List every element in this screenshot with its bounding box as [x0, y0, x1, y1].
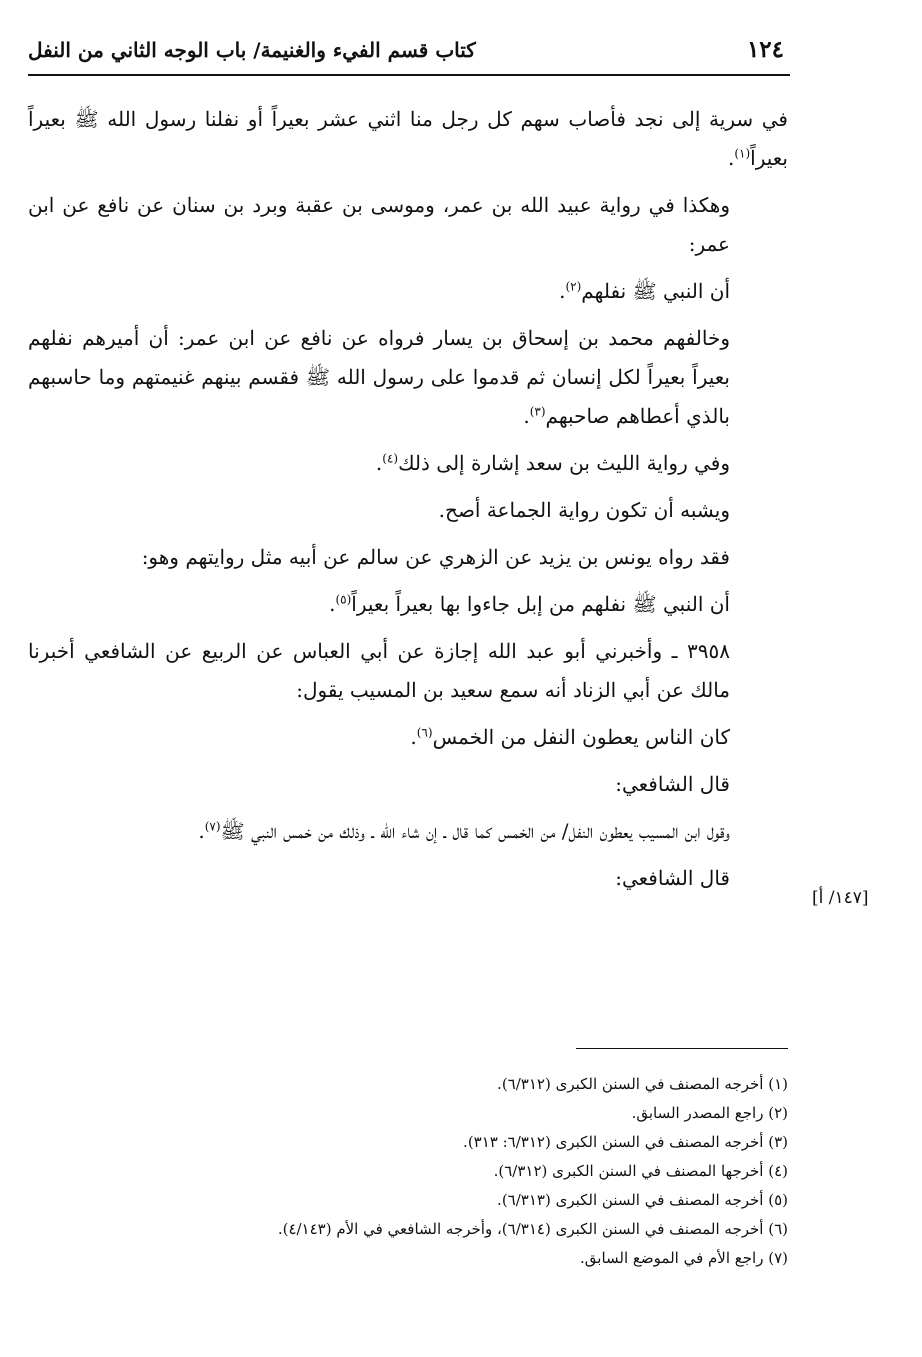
paragraph [28, 491, 788, 530]
paragraph-tail: . [329, 592, 336, 616]
paragraph-text: أن النبي ﷺ نفلهم [581, 279, 730, 303]
paragraph-tail: . [523, 404, 530, 428]
footnote-ref: (٤) [382, 451, 399, 466]
paragraph-text: قال الشافعي: [615, 866, 730, 890]
paragraph [28, 538, 788, 577]
footnote: (٦) أخرجه المصنف في السنن الكبرى (٦/٣١٤)، وأخرجه الشافعي في الأم (٤/١٤٣). [277, 1220, 788, 1238]
footnote: (٤) أخرجها المصنف في السنن الكبرى (٦/٣١٢). [493, 1162, 788, 1180]
footnote-ref: (١) [734, 146, 751, 161]
paragraph [28, 718, 788, 757]
footnote-ref: (٢) [565, 279, 582, 294]
paragraph [28, 444, 788, 483]
paragraph-text: وفي رواية الليث بن سعد إشارة إلى ذلك [398, 451, 730, 475]
footnote-ref: (٥) [335, 592, 352, 607]
paragraph-text: كان الناس يعطون النفل من الخمس [432, 725, 730, 749]
paragraph [28, 632, 788, 710]
main-text [28, 100, 788, 906]
paragraph [28, 812, 788, 851]
paragraph-text: وخالفهم محمد بن إسحاق بن يسار فرواه عن نافع عن ابن عمر: أن أميرهم نفلهم بعيراً بعيراً لكل إنسان ثم قدموا على رسول الله ﷺ فقسم بينهم غنيمتهم وما حاسبهم بالذي أعطاهم صاحبهم [28, 326, 731, 428]
paragraph-text: أن النبي ﷺ نفلهم من إبل جاءوا بها بعيراً بعيراً [351, 592, 730, 616]
paragraph-text: في سرية إلى نجد فأصاب سهم كل رجل منا اثني عشر بعيراً أو نفلنا رسول الله ﷺ بعيراً بعيراً [28, 107, 788, 170]
paragraph-text: ويشبه أن تكون رواية الجماعة أصح. [438, 498, 730, 522]
paragraph-text: وقول ابن المسيب يعطون النفل/ من الخمس كما قال ـ إن شاء الله ـ وذلك من خمس النبي ﷺ [220, 819, 730, 843]
paragraph [28, 765, 788, 804]
manuscript-folio-note: [١٤٧/ أ] [812, 888, 869, 908]
paragraph-tail: . [727, 146, 735, 170]
footnote: (٥) أخرجه المصنف في السنن الكبرى (٦/٣١٣). [497, 1191, 788, 1209]
header-rule [28, 74, 790, 76]
header-title: كتاب قسم الفيء والغنيمة/ باب الوجه الثاني من النفل [28, 38, 476, 62]
paragraph-tail: . [375, 451, 383, 475]
paragraph [28, 272, 788, 311]
footnote: (٢) راجع المصدر السابق. [631, 1104, 788, 1122]
paragraph [28, 100, 788, 178]
paragraph-tail: . [198, 819, 205, 843]
paragraph-text: قال الشافعي: [615, 772, 730, 796]
footnote: (٣) أخرجه المصنف في السنن الكبرى (٦/٣١٢: ٣١٣). [463, 1133, 788, 1151]
paragraph [28, 186, 788, 264]
paragraph [28, 859, 788, 898]
footnote-ref: (٣) [529, 404, 546, 419]
running-header [28, 34, 788, 72]
paragraph-text: وهكذا في رواية عبيد الله بن عمر، وموسى بن عقبة وبرد بن سنان عن نافع عن ابن عمر: [28, 193, 730, 256]
paragraph-text: ٣٩٥٨ ـ وأخبرني أبو عبد الله إجازة عن أبي العباس عن الربيع عن الشافعي أخبرنا مالك عن أبي الزناد أنه سمع سعيد بن المسيب يقول: [28, 639, 730, 702]
footnote-rule [576, 1048, 788, 1049]
paragraph [28, 585, 788, 624]
footnote-ref: (٧) [204, 819, 221, 834]
paragraph [28, 319, 788, 436]
page-number: ١٢٤ [746, 36, 784, 63]
footnote-ref: (٦) [416, 725, 433, 740]
paragraph-tail: . [559, 279, 566, 303]
footnote: (٧) راجع الأم في الموضع السابق. [580, 1249, 788, 1267]
footnote: (١) أخرجه المصنف في السنن الكبرى (٦/٣١٢). [497, 1075, 788, 1093]
paragraph-text: فقد رواه يونس بن يزيد عن الزهري عن سالم عن أبيه مثل روايتهم وهو: [141, 545, 730, 569]
footnotes [28, 1070, 788, 1273]
paragraph-tail: . [410, 725, 417, 749]
